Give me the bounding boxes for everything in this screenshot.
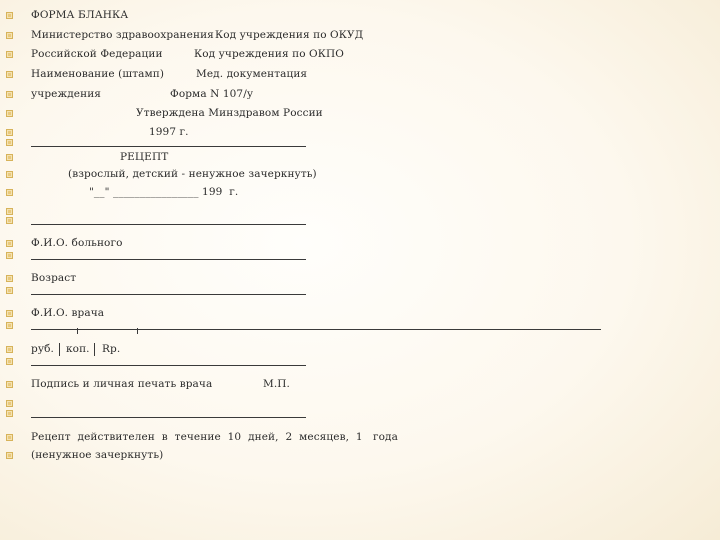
square-bullet-icon xyxy=(6,51,13,58)
square-bullet-icon xyxy=(6,110,13,117)
line-validity xyxy=(0,430,720,450)
square-bullet-icon xyxy=(6,171,13,178)
separator-rule xyxy=(31,146,306,147)
rp-label: Rp. xyxy=(102,343,121,355)
signature-label: Подпись и личная печать врача xyxy=(31,378,213,390)
separator-rule xyxy=(31,417,306,418)
line-separator-6 xyxy=(0,406,720,426)
med-documentation-label: Мед. документация xyxy=(196,68,308,80)
square-bullet-icon xyxy=(6,71,13,78)
institution-label: учреждения xyxy=(31,88,102,100)
square-bullet-icon xyxy=(6,434,13,441)
square-bullet-icon xyxy=(6,240,13,247)
okud-code-label: Код учреждения по ОКУД xyxy=(215,29,364,41)
patient-name-label: Ф.И.О. больного xyxy=(31,237,123,249)
patient-type-note: (взрослый, детский - ненужное зачеркнуть) xyxy=(68,168,317,180)
form-title: ФОРМА БЛАНКА xyxy=(31,9,129,21)
square-bullet-icon xyxy=(6,154,13,161)
separator-rule xyxy=(31,259,306,260)
square-bullet-icon xyxy=(6,410,13,417)
approved-by: Утверждена Минздравом России xyxy=(136,107,323,119)
square-bullet-icon xyxy=(6,139,13,146)
line-patient-type xyxy=(0,167,720,187)
line-separator-2 xyxy=(0,213,720,233)
form-number: Форма N 107/у xyxy=(170,88,254,100)
line-separator-long xyxy=(0,318,720,338)
doctor-name-label: Ф.И.О. врача xyxy=(31,307,105,319)
ministry-text: Министерство здравоохранения xyxy=(31,29,214,41)
column-tick xyxy=(137,328,138,334)
column-tick xyxy=(77,328,78,334)
federation-text: Российской Федерации xyxy=(31,48,163,60)
age-label: Возраст xyxy=(31,272,77,284)
square-bullet-icon xyxy=(6,381,13,388)
line-separator-3 xyxy=(0,248,720,268)
square-bullet-icon xyxy=(6,217,13,224)
square-bullet-icon xyxy=(6,346,13,353)
line-date xyxy=(0,185,720,205)
recipe-heading: РЕЦЕПТ xyxy=(120,151,169,163)
separator-rule xyxy=(31,224,306,225)
square-bullet-icon xyxy=(6,189,13,196)
separator-rule xyxy=(31,294,306,295)
line-form-title xyxy=(0,8,720,28)
separator-rule-long xyxy=(31,329,601,330)
square-bullet-icon xyxy=(6,275,13,282)
line-approved xyxy=(0,106,720,126)
square-bullet-icon xyxy=(6,452,13,459)
line-federation xyxy=(0,47,720,67)
strike-note: (ненужное зачеркнуть) xyxy=(31,449,164,461)
square-bullet-icon xyxy=(6,358,13,365)
line-strike-note xyxy=(0,448,720,468)
approval-year: 1997 г. xyxy=(149,126,189,138)
square-bullet-icon xyxy=(6,287,13,294)
stamp-label: Наименование (штамп) xyxy=(31,68,165,80)
square-bullet-icon xyxy=(6,91,13,98)
square-bullet-icon xyxy=(6,32,13,39)
square-bullet-icon xyxy=(6,252,13,259)
line-signature xyxy=(0,377,720,397)
separator-rule xyxy=(31,365,306,366)
line-institution xyxy=(0,87,720,107)
line-separator-4 xyxy=(0,283,720,303)
square-bullet-icon xyxy=(6,322,13,329)
seal-place-label: М.П. xyxy=(263,378,290,390)
line-ministry xyxy=(0,28,720,48)
okpo-code-label: Код учреждения по ОКПО xyxy=(194,48,344,60)
kop-label: коп. xyxy=(66,343,90,355)
square-bullet-icon xyxy=(6,12,13,19)
square-bullet-icon xyxy=(6,310,13,317)
line-stamp xyxy=(0,67,720,87)
date-field: "__" ________________ 199 г. xyxy=(89,186,239,198)
line-separator-5 xyxy=(0,354,720,374)
validity-text: Рецепт действителен в течение 10 дней, 2 месяцев, 1 года xyxy=(31,431,398,443)
rub-label: руб. xyxy=(31,343,54,355)
